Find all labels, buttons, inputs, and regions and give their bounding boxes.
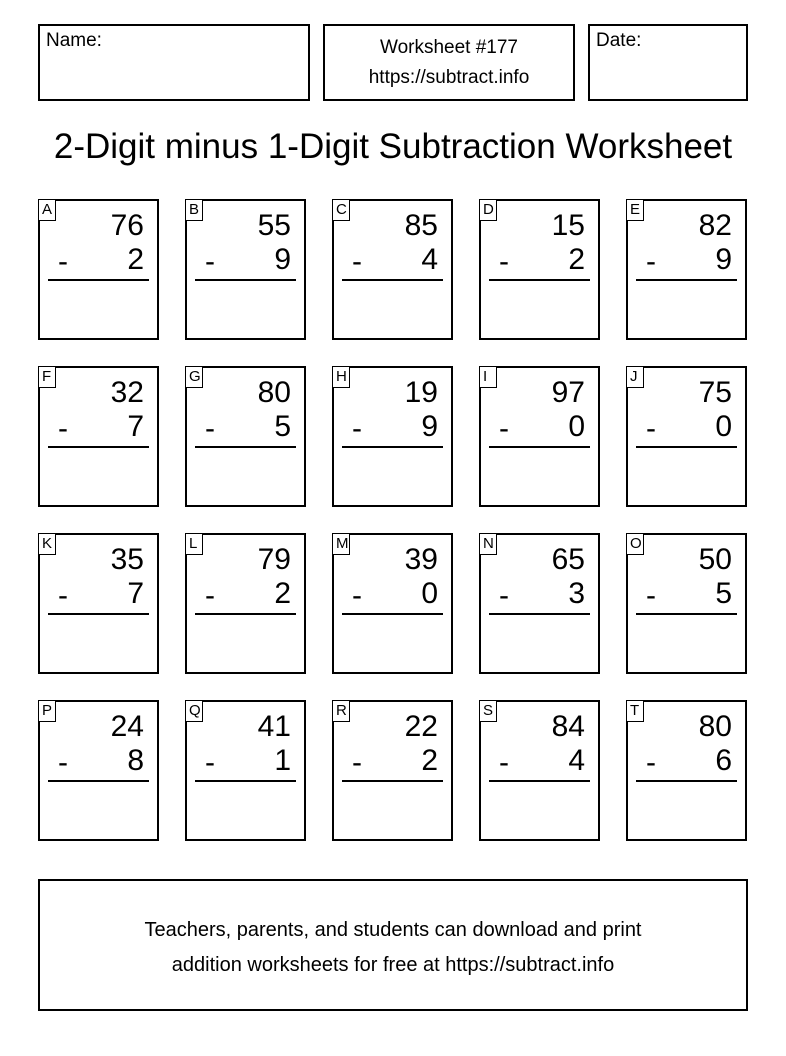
- problem-letter: B: [185, 199, 203, 221]
- problem-card[interactable]: [332, 533, 453, 674]
- problem-card[interactable]: [479, 533, 600, 674]
- problem-letter: S: [479, 700, 497, 722]
- problem-card[interactable]: [38, 199, 159, 340]
- problem-card[interactable]: [626, 533, 747, 674]
- subtrahend: 0: [421, 577, 438, 610]
- problem-letter: T: [626, 700, 644, 722]
- problem-card[interactable]: [626, 199, 747, 340]
- date-label: Date:: [596, 30, 642, 51]
- subtrahend: 2: [568, 243, 585, 276]
- problem-card[interactable]: [626, 700, 747, 841]
- minuend: 97: [551, 376, 585, 409]
- minuend: 65: [551, 543, 585, 576]
- problem-letter: E: [626, 199, 644, 221]
- footer-line-2: addition worksheets for free at https://subtract.info: [171, 954, 615, 976]
- problem-letter: H: [332, 366, 350, 388]
- minuend: 75: [698, 376, 732, 409]
- problem-letter: Q: [185, 700, 203, 722]
- problem-card[interactable]: [479, 199, 600, 340]
- name-field-box[interactable]: [38, 24, 310, 101]
- subtrahend: 9: [421, 410, 438, 443]
- problem-letter: M: [332, 533, 350, 555]
- answer-line: [636, 279, 737, 281]
- problem-letter: D: [479, 199, 497, 221]
- answer-line: [195, 780, 296, 782]
- minus-sign: -: [352, 579, 362, 612]
- problem-letter: F: [38, 366, 56, 388]
- subtrahend: 5: [274, 410, 291, 443]
- subtrahend: 9: [715, 243, 732, 276]
- minus-sign: -: [499, 746, 509, 779]
- minuend: 50: [698, 543, 732, 576]
- problem-letter: R: [332, 700, 350, 722]
- subtrahend: 6: [715, 744, 732, 777]
- minus-sign: -: [352, 245, 362, 278]
- subtrahend: 2: [127, 243, 144, 276]
- subtrahend: 1: [274, 744, 291, 777]
- date-field-box[interactable]: [588, 24, 748, 101]
- subtrahend: 4: [568, 744, 585, 777]
- problem-letter: C: [332, 199, 350, 221]
- problem-card[interactable]: [185, 199, 306, 340]
- minus-sign: -: [58, 746, 68, 779]
- subtrahend: 9: [274, 243, 291, 276]
- minuend: 80: [698, 710, 732, 743]
- minus-sign: -: [205, 245, 215, 278]
- minuend: 32: [110, 376, 144, 409]
- minus-sign: -: [499, 412, 509, 445]
- answer-line: [48, 613, 149, 615]
- name-label: Name:: [46, 30, 102, 51]
- minuend: 79: [257, 543, 291, 576]
- problem-card[interactable]: [185, 533, 306, 674]
- worksheet-url: https://subtract.info: [368, 67, 530, 88]
- answer-line: [342, 446, 443, 448]
- footer-box: [38, 879, 748, 1011]
- subtrahend: 2: [274, 577, 291, 610]
- minus-sign: -: [205, 579, 215, 612]
- minuend: 84: [551, 710, 585, 743]
- minuend: 76: [110, 209, 144, 242]
- subtrahend: 0: [715, 410, 732, 443]
- answer-line: [48, 446, 149, 448]
- problem-letter: J: [626, 366, 644, 388]
- minus-sign: -: [205, 746, 215, 779]
- subtrahend: 2: [421, 744, 438, 777]
- page-title: 2-Digit minus 1-Digit Subtraction Worksheet: [53, 127, 733, 166]
- answer-line: [489, 780, 590, 782]
- answer-line: [342, 780, 443, 782]
- minus-sign: -: [646, 579, 656, 612]
- problem-card[interactable]: [38, 533, 159, 674]
- answer-line: [489, 613, 590, 615]
- problem-letter: P: [38, 700, 56, 722]
- minuend: 55: [257, 209, 291, 242]
- problem-card[interactable]: [185, 700, 306, 841]
- minus-sign: -: [58, 412, 68, 445]
- problem-letter: G: [185, 366, 203, 388]
- answer-line: [342, 279, 443, 281]
- minus-sign: -: [352, 746, 362, 779]
- minus-sign: -: [646, 746, 656, 779]
- problem-letter: O: [626, 533, 644, 555]
- problem-card[interactable]: [479, 700, 600, 841]
- minuend: 19: [404, 376, 438, 409]
- problem-letter: A: [38, 199, 56, 221]
- minuend: 41: [257, 710, 291, 743]
- answer-line: [636, 780, 737, 782]
- problem-card[interactable]: [332, 199, 453, 340]
- problem-card[interactable]: [332, 700, 453, 841]
- problem-letter: L: [185, 533, 203, 555]
- subtrahend: 7: [127, 577, 144, 610]
- problem-card[interactable]: [38, 700, 159, 841]
- subtrahend: 8: [127, 744, 144, 777]
- subtrahend: 4: [421, 243, 438, 276]
- answer-line: [489, 446, 590, 448]
- minus-sign: -: [646, 412, 656, 445]
- minus-sign: -: [499, 579, 509, 612]
- problem-card[interactable]: [479, 366, 600, 507]
- subtrahend: 5: [715, 577, 732, 610]
- footer-line-1: Teachers, parents, and students can download and print: [144, 919, 642, 941]
- minuend: 85: [404, 209, 438, 242]
- subtrahend: 0: [568, 410, 585, 443]
- minus-sign: -: [58, 245, 68, 278]
- minuend: 39: [404, 543, 438, 576]
- problem-letter: N: [479, 533, 497, 555]
- minuend: 15: [551, 209, 585, 242]
- minuend: 22: [404, 710, 438, 743]
- answer-line: [636, 446, 737, 448]
- minus-sign: -: [499, 245, 509, 278]
- answer-line: [48, 279, 149, 281]
- subtrahend: 3: [568, 577, 585, 610]
- minuend: 24: [110, 710, 144, 743]
- minus-sign: -: [646, 245, 656, 278]
- problem-card[interactable]: [185, 366, 306, 507]
- problem-letter: K: [38, 533, 56, 555]
- answer-line: [489, 279, 590, 281]
- problem-letter: I: [479, 366, 497, 388]
- problem-card[interactable]: [38, 366, 159, 507]
- problem-card[interactable]: [626, 366, 747, 507]
- answer-line: [195, 279, 296, 281]
- minuend: 82: [698, 209, 732, 242]
- subtrahend: 7: [127, 410, 144, 443]
- answer-line: [195, 446, 296, 448]
- minus-sign: -: [352, 412, 362, 445]
- problem-card[interactable]: [332, 366, 453, 507]
- answer-line: [342, 613, 443, 615]
- worksheet-number: Worksheet #177: [379, 37, 518, 58]
- minuend: 80: [257, 376, 291, 409]
- answer-line: [636, 613, 737, 615]
- worksheet-info-box: [323, 24, 575, 101]
- minuend: 35: [110, 543, 144, 576]
- minus-sign: -: [58, 579, 68, 612]
- minus-sign: -: [205, 412, 215, 445]
- answer-line: [195, 613, 296, 615]
- answer-line: [48, 780, 149, 782]
